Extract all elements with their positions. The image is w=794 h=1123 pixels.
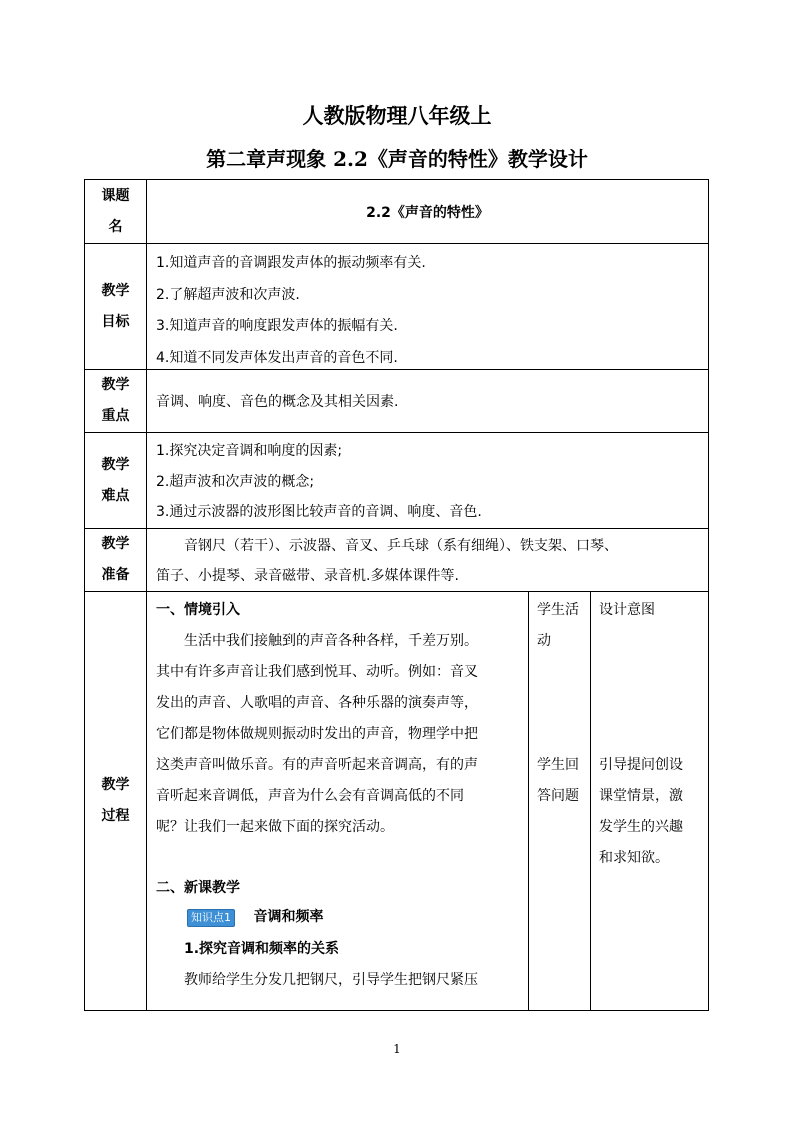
section-heading-new-lesson: 二、新课教学 (156, 880, 240, 896)
process-row (85, 591, 708, 1010)
preparation-label (85, 529, 147, 591)
experiment-line: 教师给学生分发几把钢尺，引导学生把钢尺紧压 (184, 972, 478, 988)
intro-line: 呢？让我们一起来做下面的探究活动。 (156, 819, 394, 835)
intent-line: 课堂情景，激 (599, 788, 683, 804)
key-points-text: 音调、响度、音色的概念及其相关因素. (156, 394, 399, 410)
topic-label (85, 180, 147, 243)
knowledge-point-badge: 知识点1 (187, 909, 235, 927)
preparation-line: 音钢尺（若干）、示波器、音叉、乒乓球（系有细绳）、铁支架、口琴、 (184, 538, 618, 554)
preparation-label-line1: 教学 (101, 536, 130, 552)
intent-line: 和求知欲。 (599, 850, 669, 866)
objectives-label-line2: 目标 (101, 313, 130, 330)
document-title: 人教版物理八年级上 (302, 103, 492, 128)
difficulty-item: 3.通过示波器的波形图比较声音的音调、响度、音色. (156, 504, 482, 520)
objectives-content (147, 244, 708, 369)
activity-header-line1: 学生活 (537, 602, 579, 618)
key-points-content (147, 370, 708, 432)
lesson-plan-table (84, 179, 709, 1011)
intent-line: 引导提问创设 (599, 757, 683, 773)
intro-line: 这类声音叫做乐音。有的声音听起来音调高，有的声 (156, 757, 478, 773)
objectives-label-line1: 教学 (101, 282, 130, 299)
objective-item: 2.了解超声波和次声波. (156, 286, 300, 303)
difficulties-label (85, 433, 147, 528)
preparation-content (147, 529, 708, 591)
key-points-row (85, 369, 708, 432)
objective-item: 3.知道声音的响度跟发声体的振幅有关. (156, 318, 398, 334)
activity-answer-line1: 学生回 (537, 757, 579, 773)
intent-line: 发学生的兴趣 (599, 819, 683, 835)
objectives-row (85, 243, 708, 369)
difficulty-item: 2.超声波和次声波的概念; (156, 473, 315, 490)
process-label (85, 592, 147, 1010)
document-subtitle: 第二章声现象 2.2《声音的特性》教学设计 (206, 147, 588, 171)
knowledge-point-row (187, 906, 323, 927)
key-points-label-line1: 教学 (101, 377, 130, 393)
topic-row (85, 180, 708, 243)
intro-line: 它们都是物体做规则振动时发出的声音，物理学中把 (156, 726, 478, 742)
process-label-line1: 教学 (101, 777, 130, 793)
objectives-label (85, 244, 147, 369)
preparation-row (85, 528, 708, 591)
topic-label-line2: 名 (108, 218, 123, 235)
process-label-line2: 过程 (101, 808, 130, 824)
difficulty-item: 1.探究决定音调和响度的因素; (156, 443, 343, 459)
preparation-line: 笛子、小提琴、录音磁带、录音机.多媒体课件等. (156, 568, 459, 584)
student-activity-column (529, 592, 591, 1010)
intro-line: 音听起来音调低，声音为什么会有音调高低的不同 (156, 788, 464, 804)
intro-line: 生活中我们接触到的声音各种各样，千差万别。 (184, 633, 478, 649)
process-main-content (147, 592, 529, 1010)
topic-value-cell (147, 180, 708, 243)
intent-header: 设计意图 (599, 602, 655, 618)
key-points-label (85, 370, 147, 432)
preparation-label-line2: 准备 (101, 567, 130, 583)
difficulties-label-line1: 教学 (101, 456, 130, 473)
activity-header-line2: 动 (537, 633, 551, 649)
page-number: 1 (393, 1042, 401, 1056)
difficulties-content (147, 433, 708, 528)
topic-label-line1: 课题 (101, 187, 130, 204)
section-heading-intro: 一、情境引入 (156, 602, 240, 618)
intro-line: 发出的声音、人歌唱的声音、各种乐器的演奏声等， (156, 695, 478, 711)
subheading-pitch-frequency: 1.探究音调和频率的关系 (184, 941, 340, 957)
objective-item: 4.知道不同发声体发出声音的音色不同. (156, 349, 398, 366)
topic-value: 2.2《声音的特性》 (366, 204, 489, 221)
difficulties-row (85, 432, 708, 528)
objective-item: 1.知道声音的音调跟发声体的振动频率有关. (156, 255, 426, 271)
activity-answer-line2: 答问题 (537, 788, 579, 804)
difficulties-label-line2: 难点 (101, 487, 130, 504)
design-intent-column (591, 592, 708, 1010)
knowledge-point-title: 音调和频率 (253, 909, 324, 925)
key-points-label-line2: 重点 (101, 408, 130, 424)
intro-line: 其中有许多声音让我们感到悦耳、动听。例如：音叉 (156, 664, 478, 680)
